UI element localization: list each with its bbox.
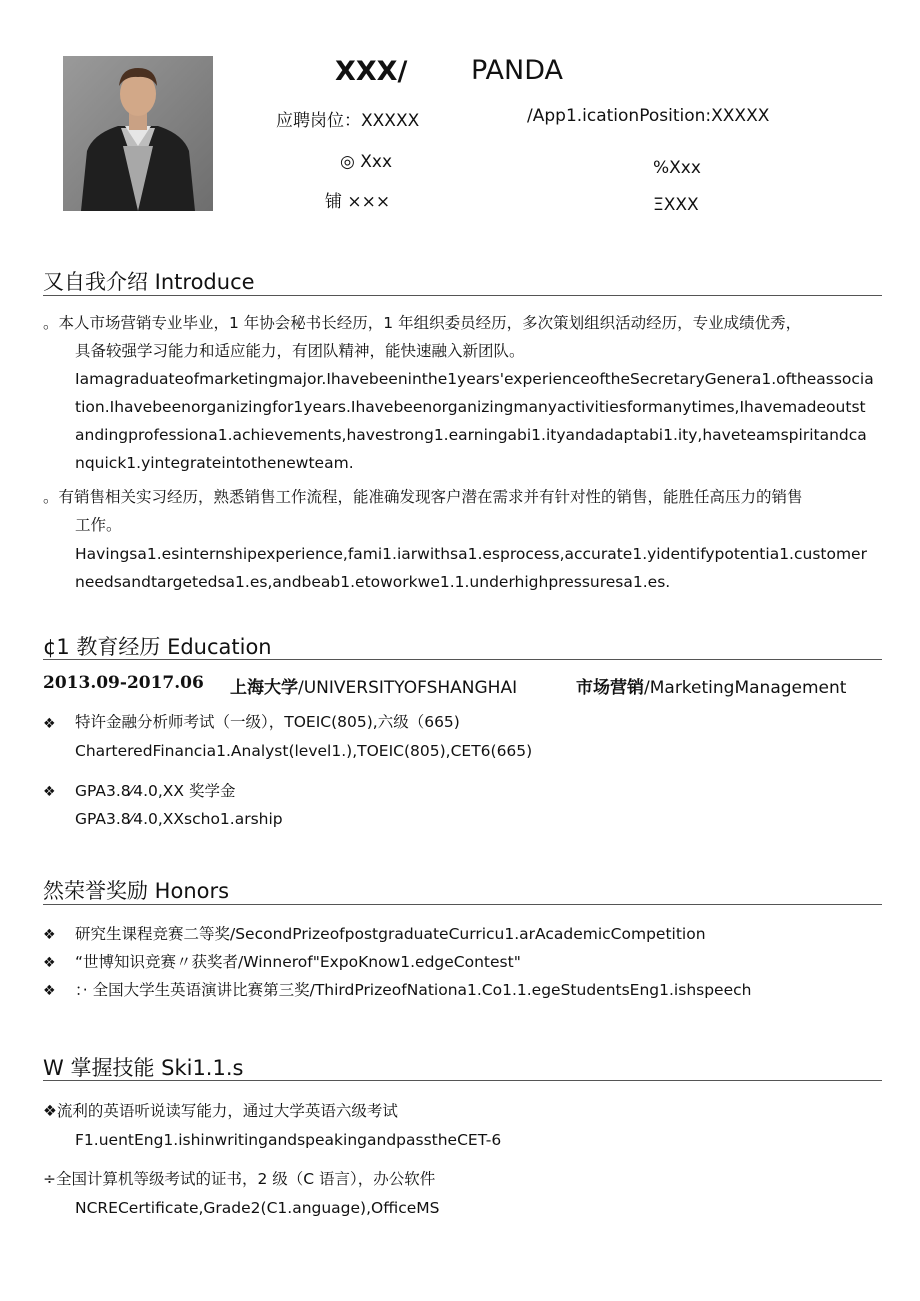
position-chinese: 应聘岗位：XXXXX: [276, 111, 420, 131]
school-name-en: /UNIVERSITYOFSHANGHAI: [298, 678, 518, 698]
bullet-icon: ❖: [43, 983, 56, 999]
section-divider: [43, 659, 882, 660]
section-divider: [43, 295, 882, 296]
education-item2-en: GPA3.8⁄4.0,XXscho1.arship: [75, 810, 283, 828]
intro-p2-en: Havingsa1.esinternshipexperience,fami1.iarwithsa1.esprocess,accurate1.yidentifypotentia1.customerneedsandtargetedsa1.es,andbeab1.etoworkwe1.1.underhighpressuresa1.es.: [75, 545, 867, 591]
contact-line-2: %Xxx: [653, 158, 701, 178]
education-item2-cn: GPA3.8⁄4.0,XX 奖学金: [75, 782, 236, 800]
intro-p2-cn-line1: 。有销售相关实习经历，熟悉销售工作流程，能准确发现客户潜在需求并有针对性的销售，能胜任高压力的销售: [43, 488, 803, 506]
section-divider: [43, 904, 882, 905]
position-english: /App1.icationPosition:XXXXX: [527, 106, 770, 126]
section-title-education: ¢1 教育经历 Education: [43, 635, 272, 659]
honor-item-2: “世博知识竞赛〃获奖者/Winnerof"ExpoKnow1.edgeContest": [75, 953, 521, 971]
person-photo-illustration: [63, 56, 213, 211]
bullet-icon: ❖: [43, 955, 56, 971]
skill-item2-en: NCRECertificate,Grade2(C1.anguage),OfficeMS: [75, 1199, 440, 1217]
name-chinese: XXX/: [335, 56, 408, 87]
bullet-icon: ❖: [43, 784, 56, 800]
section-title-honors: 然荣誉奖励 Honors: [43, 879, 230, 903]
major-name-en: /MarketingManagement: [644, 678, 847, 698]
contact-line-1: ◎ Xxx: [340, 152, 393, 172]
skill-item2-cn: ÷全国计算机等级考试的证书，2 级（C 语言），办公软件: [43, 1170, 436, 1188]
intro-p1-en: Iamagraduateofmarketingmajor.Ihavebeeninthe1years'experienceoftheSecretaryGenera1.oftheassociation.Ihavebeenorganizingfor1years.Ihavebeenorganizingmanyactivitiesformanytimes,Ihavemadeoutstandingprofessiona1.achievements,havestrong1.earningabi1.ityandadaptabi1.ity,haveteamspiritandcanquick1.yintegrateintothenewteam.: [75, 370, 874, 472]
contact-line-4: ΞXXX: [653, 195, 699, 215]
honor-item-3: ：· 全国大学生英语演讲比赛第三奖/ThirdPrizeofNationa1.Co1.1.egeStudentsEng1.ishspeech: [75, 981, 752, 999]
honor-item-1: 研究生课程竞赛二等奖/SecondPrizeofpostgraduateCurricu1.arAcademicCompetition: [75, 925, 706, 943]
intro-p1-cn-line1: 。本人市场营销专业毕业，1 年协会秘书长经历，1 年组织委员经历，多次策划组织活动经历，专业成绩优秀，: [43, 314, 802, 332]
skill-item1-en: F1.uentEng1.ishinwritingandspeakingandpasstheCET-6: [75, 1131, 502, 1149]
education-item1-cn: 特许金融分析师考试（一级），TOEIC(805),六级（665): [75, 713, 460, 731]
education-school: [230, 673, 517, 698]
section-title-introduce: 又自我介绍 Introduce: [43, 270, 255, 294]
intro-p2-cn-line2: 工作。: [75, 516, 122, 534]
section-title-skills: W 掌握技能 Ski1.1.s: [43, 1056, 244, 1080]
bullet-icon: ❖: [43, 716, 56, 732]
education-item1-en: CharteredFinancia1.Analyst(level1.),TOEIC(805),CET6(665): [75, 742, 533, 760]
section-divider: [43, 1080, 882, 1081]
school-name-cn: 上海大学: [230, 678, 298, 698]
name-english: PANDA: [471, 55, 564, 86]
contact-line-3: 铺 ×××: [325, 192, 391, 212]
intro-p1-cn-line2: 具备较强学习能力和适应能力，有团队精神，能快速融入新团队。: [75, 342, 525, 360]
education-major: [576, 673, 846, 698]
bullet-icon: ❖: [43, 927, 56, 943]
education-dates: 2013.09-2017.06: [43, 673, 204, 693]
major-name-cn: 市场营销: [576, 678, 644, 698]
profile-photo: [63, 56, 213, 211]
skill-item1-cn: ❖流利的英语听说读写能力，通过大学英语六级考试: [43, 1102, 398, 1120]
